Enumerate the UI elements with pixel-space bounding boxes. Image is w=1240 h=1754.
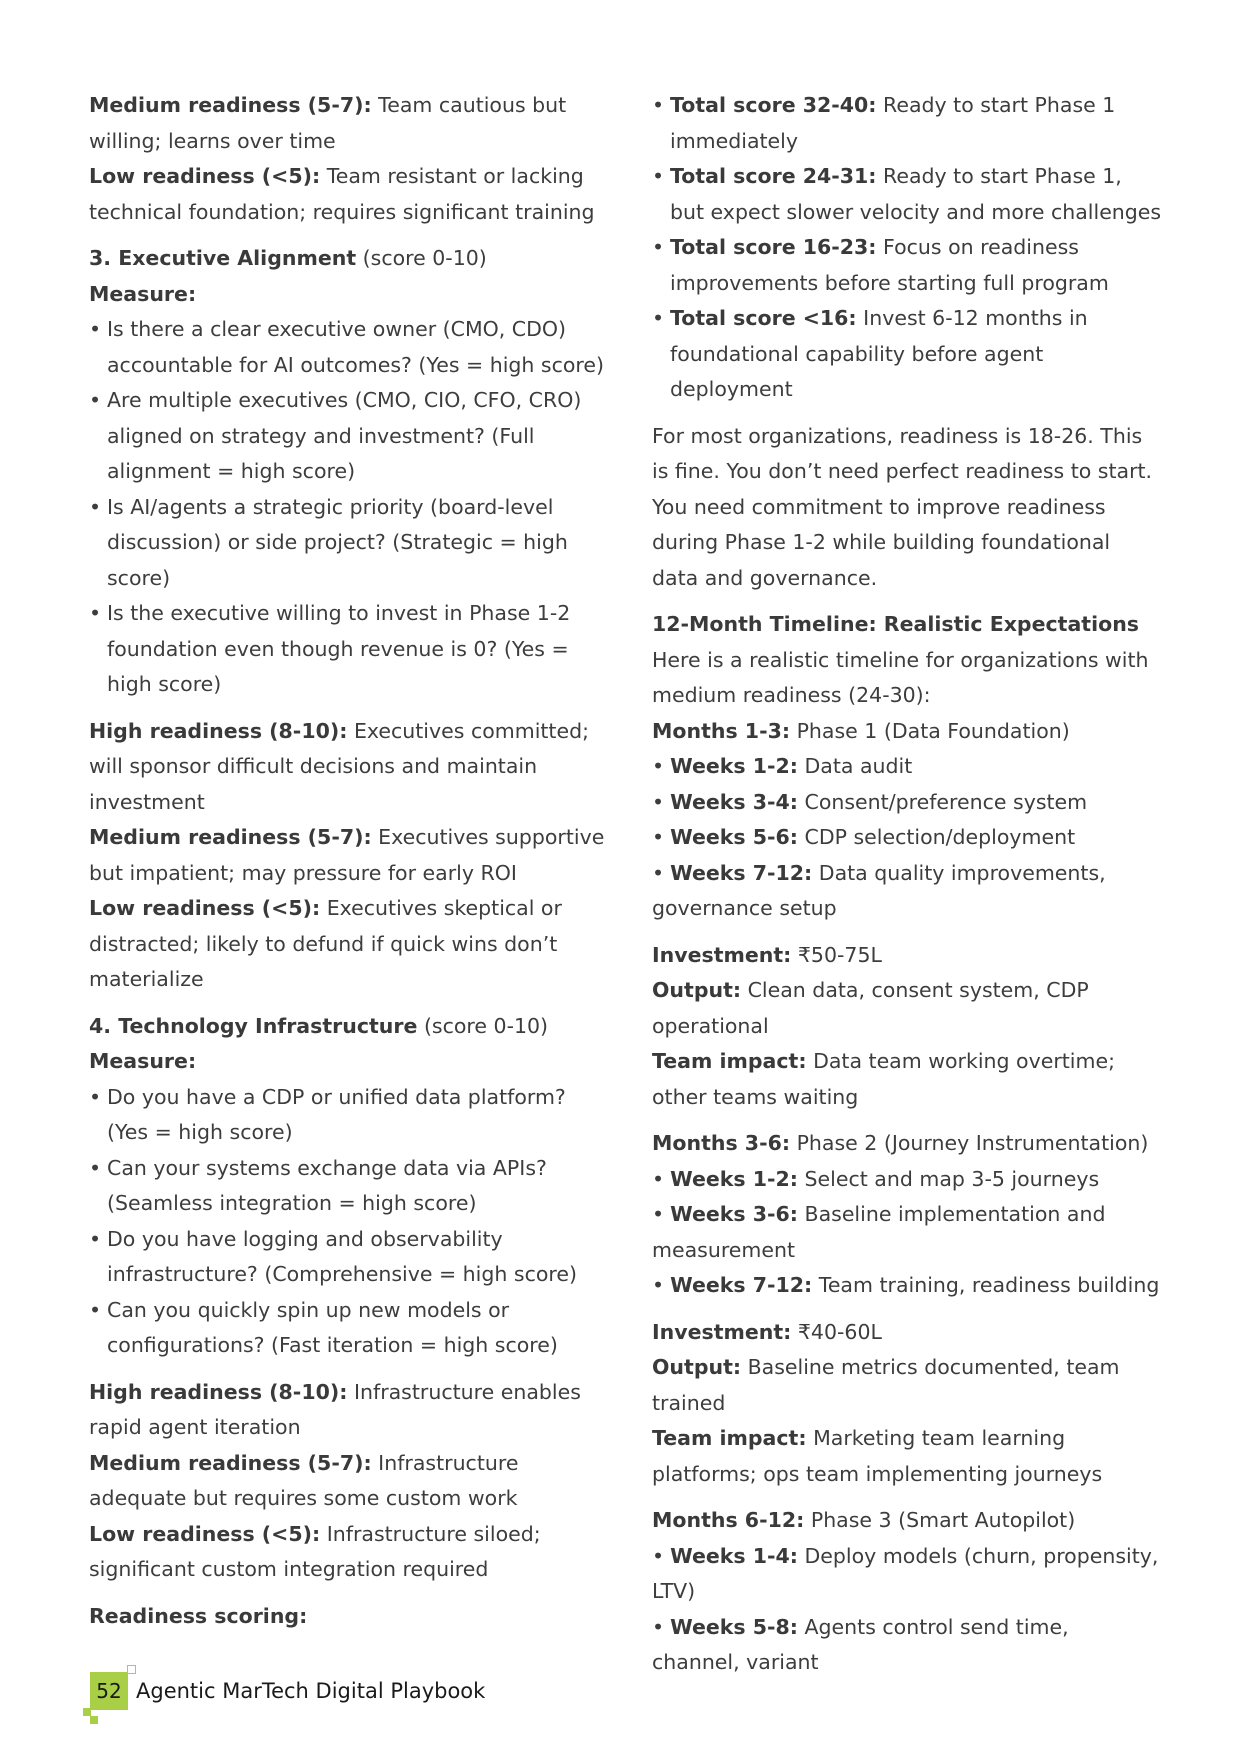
phase1-output: Output: Clean data, consent system, CDP operational (652, 978, 1089, 1038)
readiness-summary: For most organizations, readiness is 18-26. This is fine. You don’t need perfect readiness to start. You need commitment to improve readiness during Phase 1-2 while building foundational data and governance. (652, 423, 1153, 590)
exec-bullet: • Are multiple executives (CMO, CIO, CFO, CRO) aligned on strategy and investment? (Full alignment = high score) (89, 383, 609, 490)
tech-low-readiness: Low readiness (<5): Infrastructure siloed; significant custom integration required (89, 1521, 541, 1581)
phase2-investment: Investment: ₹40-60L (652, 1319, 882, 1344)
phase3-week: • Weeks 1-4: Deploy models (churn, propensity, LTV) (652, 1539, 1162, 1610)
score-band: • Total score 16-23: Focus on readiness improvements before starting full program (652, 230, 1162, 301)
exec-bullet: • Is there a clear executive owner (CMO, CDO) accountable for AI outcomes? (Yes = high score) (89, 312, 609, 383)
tech-bullet: • Can your systems exchange data via APIs? (Seamless integration = high score) (89, 1151, 609, 1222)
phase1-heading: Months 1-3: Phase 1 (Data Foundation) (652, 718, 1070, 743)
score-band: • Total score <16: Invest 6-12 months in foundational capability before agent deployment (652, 301, 1162, 408)
tech-infra-heading: 4. Technology Infrastructure (score 0-10) (89, 1013, 549, 1038)
exec-low-readiness: Low readiness (<5): Executives skeptical or distracted; likely to defund if quick wins don’t materialize (89, 896, 562, 991)
phase3-week: • Weeks 5-8: Agents control send time, channel, variant (652, 1610, 1162, 1681)
phase1-week: • Weeks 1-2: Data audit (652, 749, 1162, 785)
page-number-badge: 52 (90, 1672, 128, 1710)
exec-bullet: • Is AI/agents a strategic priority (board-level discussion) or side project? (Strategic = high score) (89, 490, 609, 597)
tech-medium-readiness: Medium readiness (5-7): Infrastructure adequate but requires some custom work (89, 1450, 519, 1510)
phase2-week: • Weeks 1-2: Select and map 3-5 journeys (652, 1162, 1162, 1198)
phase1-team-impact: Team impact: Data team working overtime; other teams waiting (652, 1049, 1115, 1109)
right-column (652, 88, 1162, 1681)
score-band: • Total score 32-40: Ready to start Phase 1 immediately (652, 88, 1162, 159)
readiness-scoring-heading: Readiness scoring: (89, 1603, 308, 1628)
phase1-investment: Investment: ₹50-75L (652, 942, 882, 967)
phase2-output: Output: Baseline metrics documented, team trained (652, 1355, 1120, 1415)
tech-bullet: • Do you have logging and observability infrastructure? (Comprehensive = high score) (89, 1222, 609, 1293)
phase3-heading: Months 6-12: Phase 3 (Smart Autopilot) (652, 1508, 1076, 1532)
score-band: • Total score 24-31: Ready to start Phase 1, but expect slower velocity and more challenges (652, 159, 1162, 230)
tech-high-readiness: High readiness (8-10): Infrastructure enables rapid agent iteration (89, 1379, 581, 1439)
phase1-week: • Weeks 3-4: Consent/preference system (652, 785, 1162, 821)
tech-measure-label: Measure: (89, 1049, 197, 1073)
publication-title: Agentic MarTech Digital Playbook (136, 1679, 486, 1703)
phase2-week: • Weeks 3-6: Baseline implementation and measurement (652, 1197, 1162, 1268)
left-column (89, 88, 609, 1634)
tech-bullet: • Can you quickly spin up new models or configurations? (Fast iteration = high score) (89, 1293, 609, 1364)
decorative-square-icon (83, 1708, 91, 1716)
team-medium-readiness: Medium readiness (5-7): Team cautious but willing; learns over time (89, 93, 567, 153)
exec-measure-label: Measure: (89, 281, 197, 306)
team-low-readiness: Low readiness (<5): Team resistant or lacking technical foundation; requires significant training (89, 164, 595, 224)
exec-high-readiness: High readiness (8-10): Executives committed; will sponsor difficult decisions and maintain investment (89, 718, 589, 814)
decorative-square-icon (90, 1716, 98, 1724)
exec-medium-readiness: Medium readiness (5-7): Executives supportive but impatient; may pressure for early ROI (89, 825, 605, 885)
exec-bullet: • Is the executive willing to invest in Phase 1-2 foundation even though revenue is 0? (Yes = high score) (89, 596, 609, 703)
phase1-week: • Weeks 5-6: CDP selection/deployment (652, 820, 1162, 856)
phase2-week: • Weeks 7-12: Team training, readiness building (652, 1268, 1162, 1304)
timeline-heading: 12-Month Timeline: Realistic Expectations (652, 612, 1139, 636)
phase1-week: • Weeks 7-12: Data quality improvements, governance setup (652, 856, 1162, 927)
phase2-heading: Months 3-6: Phase 2 (Journey Instrumentation) (652, 1131, 1149, 1155)
tech-bullet: • Do you have a CDP or unified data platform? (Yes = high score) (89, 1080, 609, 1151)
phase2-team-impact: Team impact: Marketing team learning platforms; ops team implementing journeys (652, 1426, 1103, 1486)
timeline-intro: Here is a realistic timeline for organizations with medium readiness (24-30): (652, 647, 1149, 707)
exec-alignment-heading: 3. Executive Alignment (score 0-10) (89, 246, 487, 270)
decorative-square-outline-icon (127, 1665, 136, 1674)
